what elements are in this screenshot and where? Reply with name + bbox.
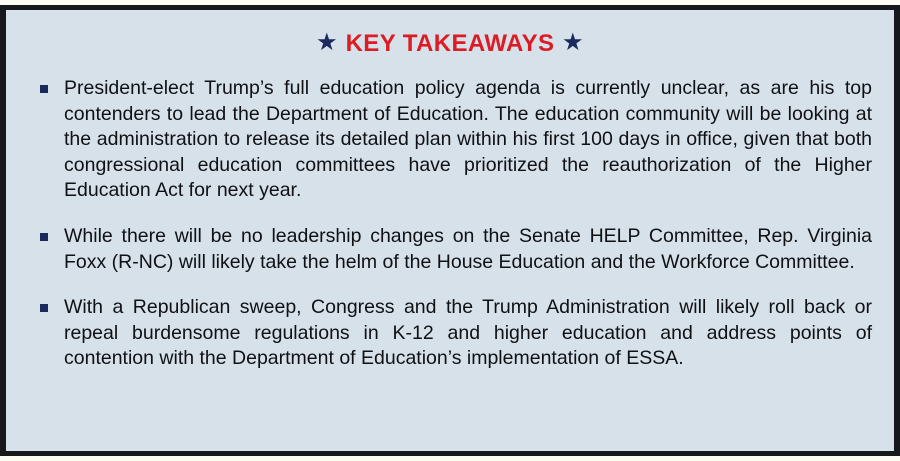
list-item-text: With a Republican sweep, Congress and the Trump Administration will likely roll back or repeal burdensome regulations in K-12 and higher education and address points of contention with the Department of Education’s implementation of ESSA. [64,296,872,370]
square-bullet-icon [40,85,48,93]
list-item-text: While there will be no leadership changes on the Senate HELP Committee, Rep. Virginia Foxx (R-NC) will likely take the helm of the House Education and the Workforce Committee. [64,224,872,273]
page-title-text: KEY TAKEAWAYS [345,30,555,57]
callout-content [6,10,894,451]
key-takeaways-callout [0,5,900,456]
square-bullet-icon [40,233,48,241]
list-item [28,76,872,204]
list-item [28,224,872,275]
page-title [28,32,872,56]
list-item [28,295,872,372]
takeaways-list [28,76,872,372]
list-item-text: President-elect Trump’s full education policy agenda is currently unclear, as are his top contenders to lead the Department of Education. The education community will be looking at the administration to release its detailed plan within his first 100 days in office, given that both congressional education committees have prioritized the reauthorization of the Higher Education Act for next year. [64,77,872,202]
star-left-icon: ★ [317,31,337,54]
square-bullet-icon [40,304,48,312]
star-right-icon: ★ [563,31,583,54]
